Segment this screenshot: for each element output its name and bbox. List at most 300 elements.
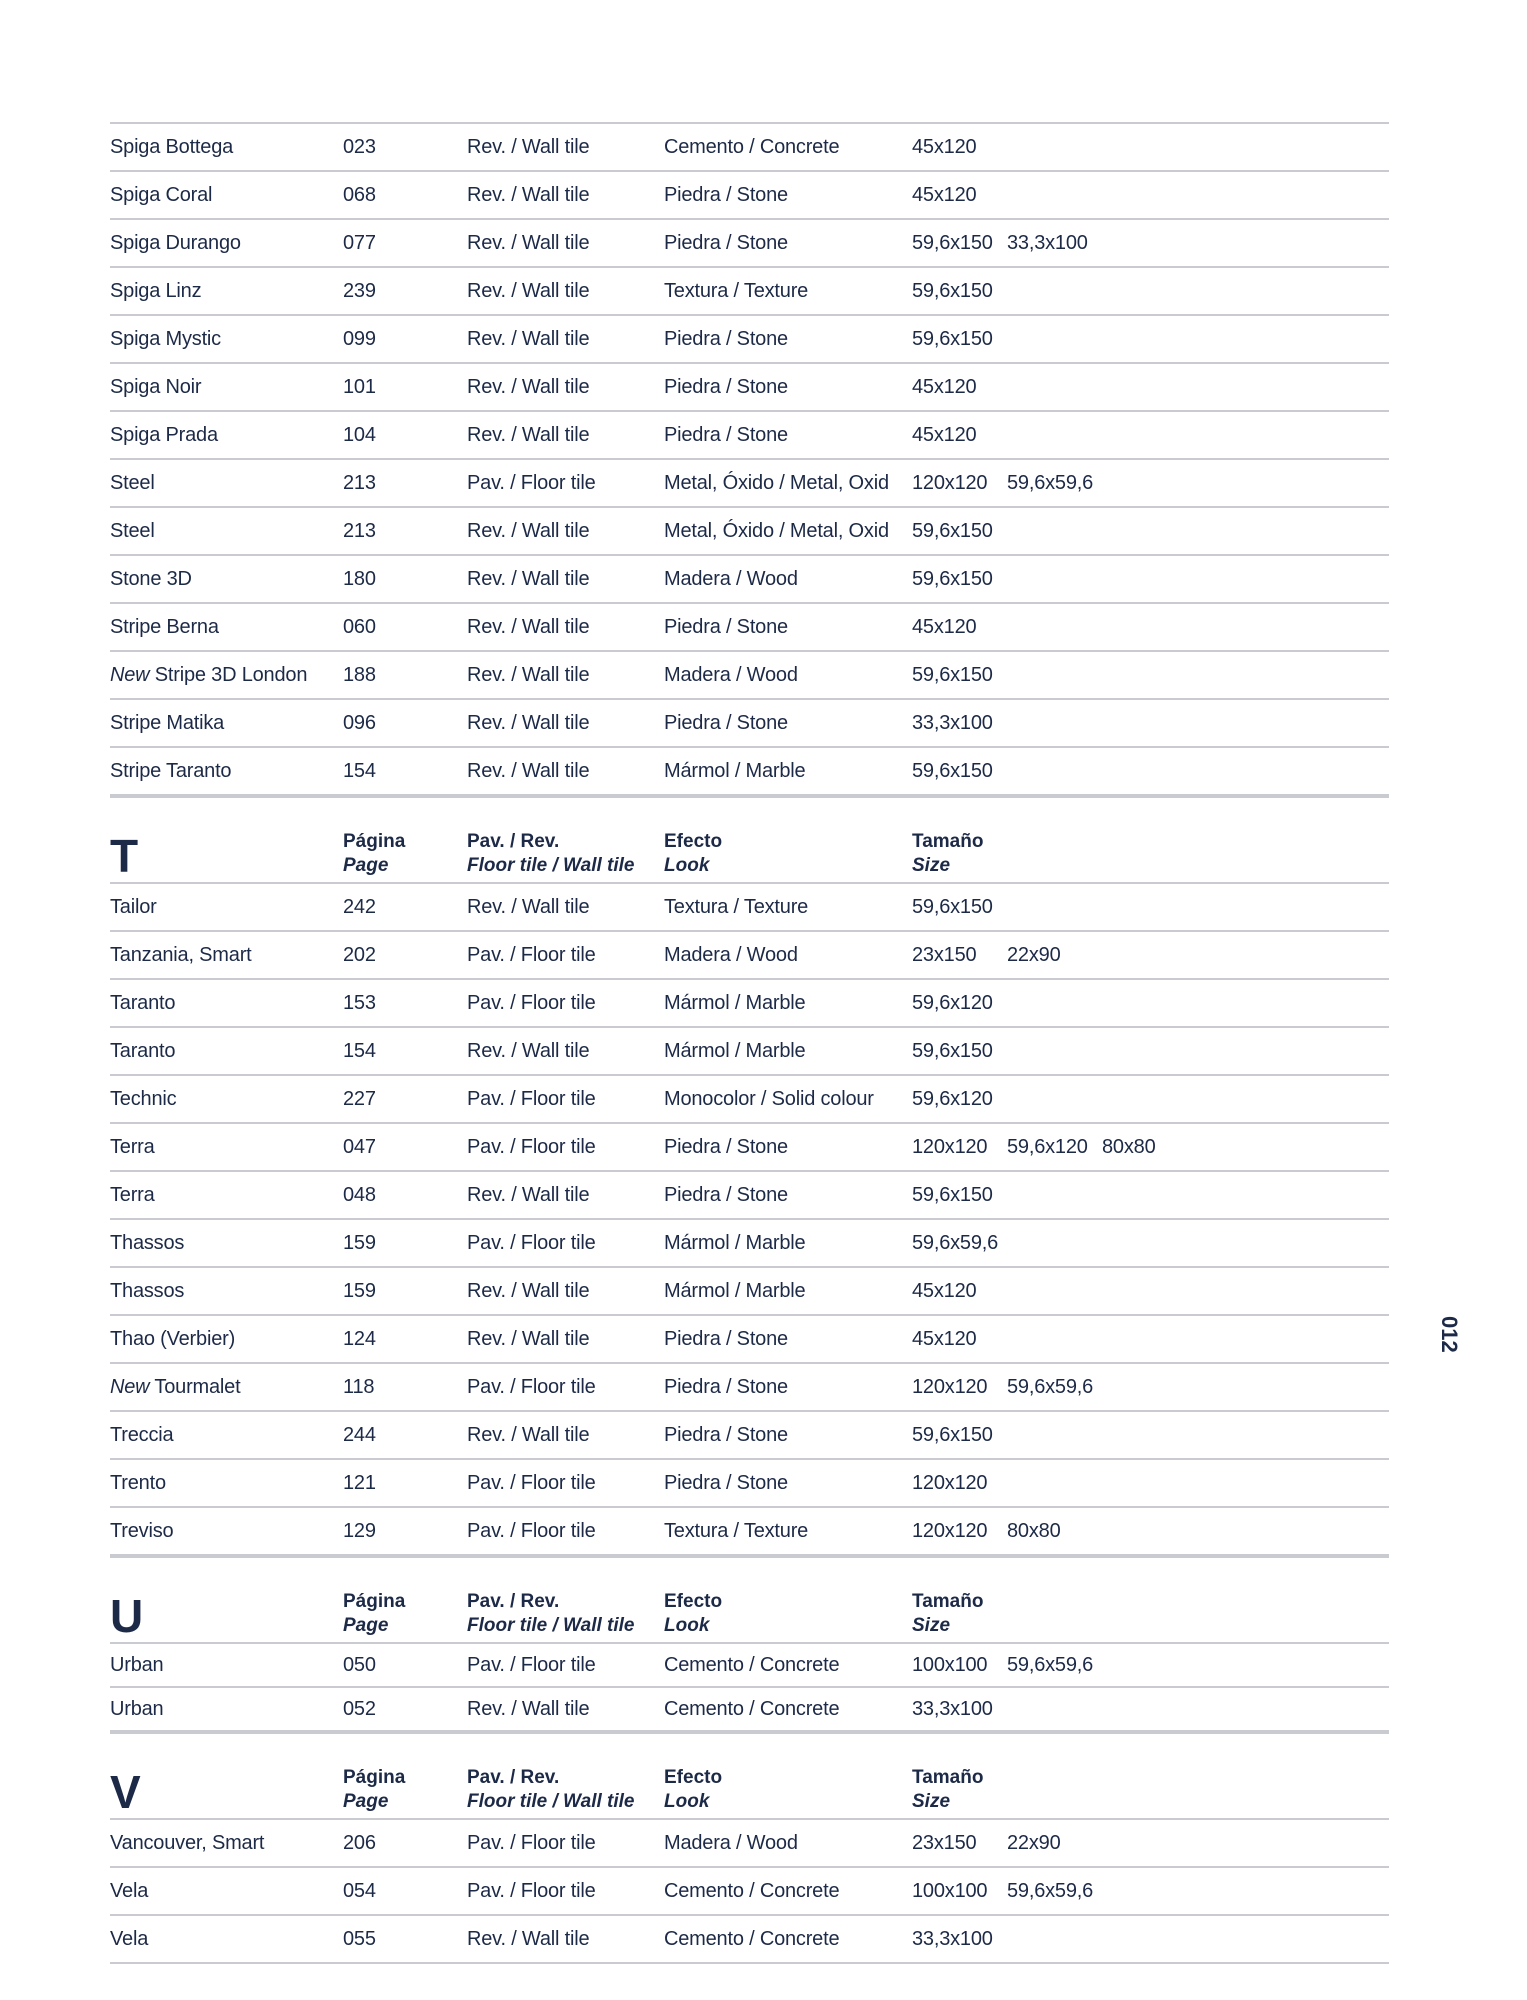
table-row — [110, 698, 1389, 746]
tile-type: Pav. / Floor tile — [467, 1375, 596, 1398]
size-value: 120x120 — [912, 1519, 988, 1542]
tile-sizes — [912, 616, 1389, 639]
product-name — [110, 1040, 343, 1063]
tile-type: Pav. / Floor tile — [467, 1135, 596, 1158]
size-value: 45x120 — [912, 375, 977, 398]
tile-type: Rev. / Wall tile — [467, 519, 590, 542]
product-name — [110, 1832, 343, 1855]
product-name — [110, 1136, 343, 1159]
section-t-rows — [110, 882, 1389, 1556]
product-name-text: Vela — [110, 1879, 149, 1902]
product-name — [110, 1698, 343, 1721]
page-ref: 239 — [343, 279, 376, 302]
section-v-header — [110, 1732, 1389, 1818]
tile-sizes — [912, 1232, 1389, 1255]
tile-look: Textura / Texture — [664, 279, 809, 302]
header-size: Tamaño Size — [912, 831, 984, 876]
product-name-text: Thassos — [110, 1279, 185, 1302]
tile-sizes — [912, 1698, 1389, 1721]
tile-sizes — [912, 1520, 1389, 1543]
tile-type: Rev. / Wall tile — [467, 231, 590, 254]
tile-look: Piedra / Stone — [664, 231, 788, 254]
tile-sizes — [912, 376, 1389, 399]
section-letter: U — [110, 1590, 144, 1642]
tile-sizes — [912, 1136, 1389, 1159]
table-row — [110, 170, 1389, 218]
product-name — [110, 1184, 343, 1207]
tile-type: Pav. / Floor tile — [467, 1831, 596, 1854]
product-name-text: Urban — [110, 1697, 164, 1720]
tile-sizes — [912, 136, 1389, 159]
table-row — [110, 1458, 1389, 1506]
tile-type: Rev. / Wall tile — [467, 135, 590, 158]
tile-look: Cemento / Concrete — [664, 1697, 840, 1720]
page-ref: 124 — [343, 1327, 376, 1350]
page-ref: 047 — [343, 1135, 376, 1158]
table-row — [110, 1074, 1389, 1122]
header-page: Página Page — [343, 1591, 406, 1636]
table-row — [110, 1410, 1389, 1458]
tile-look: Cemento / Concrete — [664, 1879, 840, 1902]
page-ref: 227 — [343, 1087, 376, 1110]
product-name-text: Stripe 3D London — [154, 663, 308, 686]
size-value: 59,6x150 — [912, 1039, 993, 1062]
size-value: 22x90 — [1007, 1831, 1061, 1854]
size-value: 59,6x150 — [912, 1183, 993, 1206]
tile-sizes — [912, 1424, 1389, 1447]
table-row — [110, 602, 1389, 650]
tile-look: Piedra / Stone — [664, 1471, 788, 1494]
page-ref: 048 — [343, 1183, 376, 1206]
size-value: 59,6x150 — [912, 519, 993, 542]
tile-sizes — [912, 944, 1389, 967]
product-name-text: Spiga Bottega — [110, 135, 234, 158]
tile-sizes — [912, 1184, 1389, 1207]
product-name — [110, 664, 343, 687]
table-row — [110, 410, 1389, 458]
tile-sizes — [912, 568, 1389, 591]
tile-type: Rev. / Wall tile — [467, 327, 590, 350]
tile-type: Pav. / Floor tile — [467, 991, 596, 1014]
new-badge: New — [110, 663, 150, 686]
tile-type: Pav. / Floor tile — [467, 943, 596, 966]
tile-sizes — [912, 424, 1389, 447]
page-ref: 101 — [343, 375, 376, 398]
product-name — [110, 1280, 343, 1303]
product-name-text: Tailor — [110, 895, 157, 918]
size-value: 45x120 — [912, 135, 977, 158]
tile-look: Madera / Wood — [664, 567, 798, 590]
size-value: 120x120 — [912, 1135, 988, 1158]
table-row — [110, 506, 1389, 554]
tile-type: Rev. / Wall tile — [467, 663, 590, 686]
product-name — [110, 184, 343, 207]
product-name — [110, 1424, 343, 1447]
product-name-text: Stripe Berna — [110, 615, 219, 638]
header-look: Efecto Look — [664, 1767, 723, 1812]
product-name-text: Treccia — [110, 1423, 174, 1446]
tile-type: Rev. / Wall tile — [467, 615, 590, 638]
product-name-text: Urban — [110, 1653, 164, 1676]
table-row — [110, 554, 1389, 602]
size-value: 59,6x59,6 — [1007, 1653, 1094, 1676]
product-name-text: Treviso — [110, 1519, 174, 1542]
size-value: 45x120 — [912, 1327, 977, 1350]
tile-sizes — [912, 280, 1389, 303]
tile-type: Rev. / Wall tile — [467, 1327, 590, 1350]
section-s-rows — [110, 122, 1389, 796]
page-ref: 060 — [343, 615, 376, 638]
page-ref: 202 — [343, 943, 376, 966]
tile-sizes — [912, 1280, 1389, 1303]
product-name-text: Steel — [110, 471, 155, 494]
product-name — [110, 472, 343, 495]
product-name — [110, 424, 343, 447]
product-name-text: Thassos — [110, 1231, 185, 1254]
tile-sizes — [912, 520, 1389, 543]
page-ref: 055 — [343, 1927, 376, 1950]
product-name-text: Taranto — [110, 1039, 176, 1062]
page-ref: 244 — [343, 1423, 376, 1446]
tile-look: Mármol / Marble — [664, 1039, 806, 1062]
size-value: 120x120 — [912, 1471, 988, 1494]
page-ref: 213 — [343, 471, 376, 494]
tile-look: Cemento / Concrete — [664, 1927, 840, 1950]
product-name-text: Terra — [110, 1135, 155, 1158]
table-row — [110, 314, 1389, 362]
table-row — [110, 650, 1389, 698]
tile-look: Mármol / Marble — [664, 991, 806, 1014]
table-row — [110, 1218, 1389, 1266]
tile-look: Piedra / Stone — [664, 183, 788, 206]
tile-sizes — [912, 1472, 1389, 1495]
product-name-text: Spiga Noir — [110, 375, 202, 398]
product-name-text: Spiga Mystic — [110, 327, 221, 350]
product-name — [110, 568, 343, 591]
tile-look: Textura / Texture — [664, 1519, 809, 1542]
tile-sizes — [912, 1880, 1389, 1903]
product-name-text: Spiga Linz — [110, 279, 202, 302]
header-type: Pav. / Rev. Floor tile / Wall tile — [467, 1767, 635, 1812]
product-name — [110, 896, 343, 919]
header-size: Tamaño Size — [912, 1767, 984, 1812]
product-name-text: Stripe Matika — [110, 711, 225, 734]
table-row — [110, 746, 1389, 796]
size-value: 59,6x150 — [912, 759, 993, 782]
tile-type: Rev. / Wall tile — [467, 567, 590, 590]
tile-type: Rev. / Wall tile — [467, 1697, 590, 1720]
tile-look: Piedra / Stone — [664, 423, 788, 446]
table-row — [110, 1314, 1389, 1362]
table-row — [110, 1026, 1389, 1074]
page-ref: 206 — [343, 1831, 376, 1854]
tile-look: Piedra / Stone — [664, 327, 788, 350]
tile-sizes — [912, 1654, 1389, 1677]
product-name-text: Tanzania, Smart — [110, 943, 252, 966]
product-name — [110, 1328, 343, 1351]
tile-type: Rev. / Wall tile — [467, 1279, 590, 1302]
header-page: Página Page — [343, 1767, 406, 1812]
size-value: 80x80 — [1007, 1519, 1061, 1542]
product-name — [110, 616, 343, 639]
product-name-text: Vancouver, Smart — [110, 1831, 265, 1854]
product-name — [110, 1928, 343, 1951]
section-letter: V — [110, 1766, 141, 1818]
product-name-text: Steel — [110, 519, 155, 542]
size-value: 80x80 — [1102, 1135, 1156, 1158]
page-ref: 050 — [343, 1653, 376, 1676]
size-value: 120x120 — [912, 1375, 988, 1398]
tile-type: Rev. / Wall tile — [467, 183, 590, 206]
size-value: 59,6x150 — [912, 231, 993, 254]
product-name — [110, 992, 343, 1015]
product-name-text: Spiga Prada — [110, 423, 218, 446]
tile-type: Rev. / Wall tile — [467, 375, 590, 398]
page-ref: 077 — [343, 231, 376, 254]
table-row — [110, 1362, 1389, 1410]
table-row — [110, 882, 1389, 930]
size-value: 59,6x59,6 — [912, 1231, 999, 1254]
product-name — [110, 328, 343, 351]
size-value: 59,6x59,6 — [1007, 1375, 1094, 1398]
section-letter: T — [110, 830, 139, 882]
tile-sizes — [912, 1376, 1389, 1399]
size-value: 45x120 — [912, 423, 977, 446]
table-row — [110, 1170, 1389, 1218]
tile-type: Rev. / Wall tile — [467, 1039, 590, 1062]
product-name-text: Tourmalet — [154, 1375, 241, 1398]
size-value: 59,6x120 — [912, 991, 993, 1014]
page-ref: 153 — [343, 991, 376, 1014]
section-v-rows — [110, 1818, 1389, 1964]
tile-look: Piedra / Stone — [664, 1135, 788, 1158]
size-value: 100x100 — [912, 1653, 988, 1676]
size-value: 33,3x100 — [912, 1927, 993, 1950]
page-ref: 213 — [343, 519, 376, 542]
table-row — [110, 1122, 1389, 1170]
page-ref: 154 — [343, 1039, 376, 1062]
product-name — [110, 1472, 343, 1495]
product-name — [110, 232, 343, 255]
tile-look: Mármol / Marble — [664, 759, 806, 782]
product-name — [110, 1880, 343, 1903]
tile-look: Piedra / Stone — [664, 615, 788, 638]
tile-type: Rev. / Wall tile — [467, 759, 590, 782]
size-value: 22x90 — [1007, 943, 1061, 966]
size-value: 45x120 — [912, 183, 977, 206]
size-value: 45x120 — [912, 615, 977, 638]
size-value: 59,6x120 — [1007, 1135, 1088, 1158]
catalog-index — [110, 122, 1389, 1964]
page-ref: 121 — [343, 1471, 376, 1494]
product-name — [110, 944, 343, 967]
tile-sizes — [912, 1328, 1389, 1351]
product-name — [110, 280, 343, 303]
page-ref: 052 — [343, 1697, 376, 1720]
product-name-text: Terra — [110, 1183, 155, 1206]
size-value: 59,6x150 — [912, 327, 993, 350]
section-u-rows — [110, 1642, 1389, 1732]
product-name-text: Vela — [110, 1927, 149, 1950]
table-row — [110, 1818, 1389, 1866]
size-value: 59,6x150 — [912, 279, 993, 302]
tile-sizes — [912, 896, 1389, 919]
tile-look: Metal, Óxido / Metal, Oxid — [664, 519, 889, 542]
page-ref: 104 — [343, 423, 376, 446]
size-value: 120x120 — [912, 471, 988, 494]
header-size: Tamaño Size — [912, 1591, 984, 1636]
tile-look: Piedra / Stone — [664, 1423, 788, 1446]
table-row — [110, 266, 1389, 314]
product-name — [110, 520, 343, 543]
product-name-text: Spiga Coral — [110, 183, 213, 206]
tile-type: Rev. / Wall tile — [467, 711, 590, 734]
product-name-text: Stripe Taranto — [110, 759, 232, 782]
product-name — [110, 376, 343, 399]
tile-type: Rev. / Wall tile — [467, 279, 590, 302]
section-t-header — [110, 796, 1389, 882]
table-row — [110, 362, 1389, 410]
page-ref: 054 — [343, 1879, 376, 1902]
tile-type: Rev. / Wall tile — [467, 895, 590, 918]
tile-type: Rev. / Wall tile — [467, 423, 590, 446]
tile-look: Monocolor / Solid colour — [664, 1087, 874, 1110]
table-row — [110, 122, 1389, 170]
tile-look: Madera / Wood — [664, 943, 798, 966]
tile-look: Mármol / Marble — [664, 1279, 806, 1302]
product-name-text: Stone 3D — [110, 567, 192, 590]
page-number: 012 — [1437, 1316, 1462, 1353]
tile-look: Cemento / Concrete — [664, 135, 840, 158]
tile-look: Madera / Wood — [664, 1831, 798, 1854]
product-name — [110, 1376, 343, 1399]
product-name — [110, 136, 343, 159]
tile-sizes — [912, 712, 1389, 735]
table-row — [110, 1686, 1389, 1732]
page-ref: 118 — [343, 1375, 375, 1398]
product-name-text: Trento — [110, 1471, 166, 1494]
size-value: 23x150 — [912, 943, 977, 966]
tile-type: Pav. / Floor tile — [467, 1519, 596, 1542]
page-ref: 159 — [343, 1231, 376, 1254]
size-value: 59,6x150 — [912, 895, 993, 918]
size-value: 100x100 — [912, 1879, 988, 1902]
tile-type: Pav. / Floor tile — [467, 471, 596, 494]
tile-look: Piedra / Stone — [664, 1327, 788, 1350]
product-name — [110, 1654, 343, 1677]
page-ref: 068 — [343, 183, 376, 206]
page-ref: 096 — [343, 711, 376, 734]
size-value: 59,6x120 — [912, 1087, 993, 1110]
product-name — [110, 1088, 343, 1111]
size-value: 59,6x150 — [912, 663, 993, 686]
header-page: Página Page — [343, 831, 406, 876]
tile-type: Pav. / Floor tile — [467, 1471, 596, 1494]
header-type: Pav. / Rev. Floor tile / Wall tile — [467, 831, 635, 876]
tile-look: Piedra / Stone — [664, 1375, 788, 1398]
size-value: 59,6x59,6 — [1007, 1879, 1094, 1902]
header-look: Efecto Look — [664, 1591, 723, 1636]
tile-sizes — [912, 232, 1389, 255]
tile-sizes — [912, 1928, 1389, 1951]
tile-sizes — [912, 664, 1389, 687]
header-type: Pav. / Rev. Floor tile / Wall tile — [467, 1591, 635, 1636]
tile-type: Rev. / Wall tile — [467, 1183, 590, 1206]
table-row — [110, 458, 1389, 506]
tile-sizes — [912, 472, 1389, 495]
page-ref: 242 — [343, 895, 376, 918]
size-value: 23x150 — [912, 1831, 977, 1854]
tile-type: Rev. / Wall tile — [467, 1423, 590, 1446]
size-value: 59,6x150 — [912, 1423, 993, 1446]
table-row — [110, 1642, 1389, 1686]
tile-look: Mármol / Marble — [664, 1231, 806, 1254]
tile-type: Pav. / Floor tile — [467, 1231, 596, 1254]
tile-look: Piedra / Stone — [664, 711, 788, 734]
tile-type: Pav. / Floor tile — [467, 1879, 596, 1902]
table-row — [110, 930, 1389, 978]
page-ref: 188 — [343, 663, 376, 686]
tile-sizes — [912, 992, 1389, 1015]
size-value: 45x120 — [912, 1279, 977, 1302]
tile-sizes — [912, 1832, 1389, 1855]
product-name-text: Technic — [110, 1087, 177, 1110]
tile-look: Metal, Óxido / Metal, Oxid — [664, 471, 889, 494]
page-ref: 129 — [343, 1519, 376, 1542]
product-name — [110, 712, 343, 735]
table-row — [110, 1266, 1389, 1314]
size-value: 33,3x100 — [1007, 231, 1088, 254]
tile-look: Piedra / Stone — [664, 1183, 788, 1206]
tile-look: Piedra / Stone — [664, 375, 788, 398]
tile-sizes — [912, 1040, 1389, 1063]
table-row — [110, 1506, 1389, 1556]
tile-type: Rev. / Wall tile — [467, 1927, 590, 1950]
size-value: 33,3x100 — [912, 711, 993, 734]
tile-sizes — [912, 184, 1389, 207]
size-value: 33,3x100 — [912, 1697, 993, 1720]
tile-type: Pav. / Floor tile — [467, 1653, 596, 1676]
tile-sizes — [912, 1088, 1389, 1111]
new-badge: New — [110, 1375, 150, 1398]
product-name — [110, 1520, 343, 1543]
product-name-text: Taranto — [110, 991, 176, 1014]
product-name-text: Thao (Verbier) — [110, 1327, 236, 1350]
section-u-header — [110, 1556, 1389, 1642]
page-ref: 023 — [343, 135, 376, 158]
tile-look: Cemento / Concrete — [664, 1653, 840, 1676]
size-value: 59,6x59,6 — [1007, 471, 1094, 494]
table-row — [110, 1866, 1389, 1914]
product-name — [110, 760, 343, 783]
product-name-text: Spiga Durango — [110, 231, 241, 254]
page-ref: 159 — [343, 1279, 376, 1302]
size-value: 59,6x150 — [912, 567, 993, 590]
tile-look: Madera / Wood — [664, 663, 798, 686]
product-name — [110, 1232, 343, 1255]
tile-type: Pav. / Floor tile — [467, 1087, 596, 1110]
tile-sizes — [912, 328, 1389, 351]
page-ref: 099 — [343, 327, 376, 350]
page-ref: 180 — [343, 567, 376, 590]
page-ref: 154 — [343, 759, 376, 782]
header-look: Efecto Look — [664, 831, 723, 876]
tile-sizes — [912, 760, 1389, 783]
table-row — [110, 978, 1389, 1026]
table-row — [110, 218, 1389, 266]
tile-look: Textura / Texture — [664, 895, 809, 918]
table-row — [110, 1914, 1389, 1964]
